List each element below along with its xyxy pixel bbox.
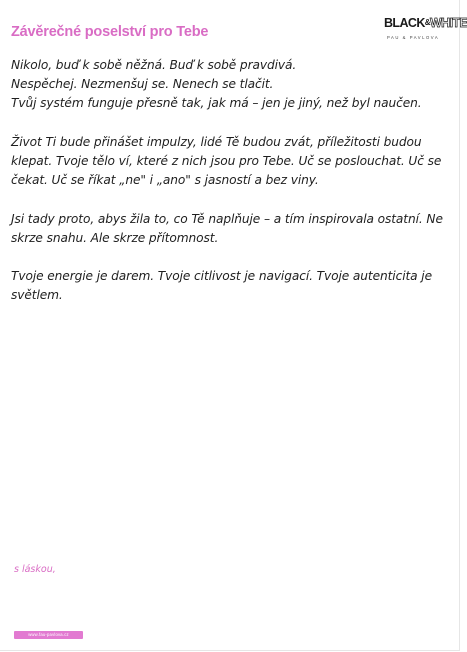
text-line: čekat. Uč se říkat „ne" i „ano" s jasností a bez viny.: [11, 173, 319, 188]
text-line: Nespěchej. Nezmenšuj se. Nenech se tlačit.: [11, 77, 274, 92]
text-line: Život Ti bude přinášet impulzy, lidé Tě budou zvát, příležitosti budou: [11, 134, 422, 149]
footer-website-link[interactable]: www.fau-pavlova.cz: [14, 631, 83, 639]
text-line: Jsi tady proto, abys žila to, co Tě naplňuje – a tím inspirovala ostatní. Ne: [11, 211, 443, 226]
text-line: Tvoje energie je darem. Tvoje citlivost je navigací. Tvoje autenticita je: [11, 269, 432, 284]
message-body: [11, 56, 457, 325]
logo-ampersand: &: [424, 18, 430, 27]
brand-logo: [384, 16, 467, 42]
logo-wordmark: [384, 16, 467, 30]
page-title: Závěrečné poselství pro Tebe: [11, 24, 209, 40]
paragraph-4: [11, 267, 457, 305]
logo-black-text: BLACK: [384, 16, 425, 30]
text-line: Tvůj systém funguje přesně tak, jak má – jen je jiný, než byl naučen.: [11, 96, 422, 111]
text-line: skrze snahu. Ale skrze přítomnost.: [11, 230, 219, 245]
closing-signature: s láskou,: [14, 564, 56, 575]
text-line: klepat. Tvoje tělo ví, které z nich jsou pro Tebe. Uč se poslouchat. Uč se: [11, 154, 442, 168]
logo-white-text: WHITE: [429, 16, 467, 30]
text-line: světlem.: [11, 288, 63, 303]
paragraph-2: [11, 133, 457, 191]
logo-subtitle: PAU & PAVLOVA: [387, 35, 440, 40]
paragraph-3: [11, 210, 457, 248]
text-line: Nikolo, buď k sobě něžná. Buď k sobě pravdivá.: [11, 58, 297, 72]
paragraph-1: [11, 56, 457, 114]
